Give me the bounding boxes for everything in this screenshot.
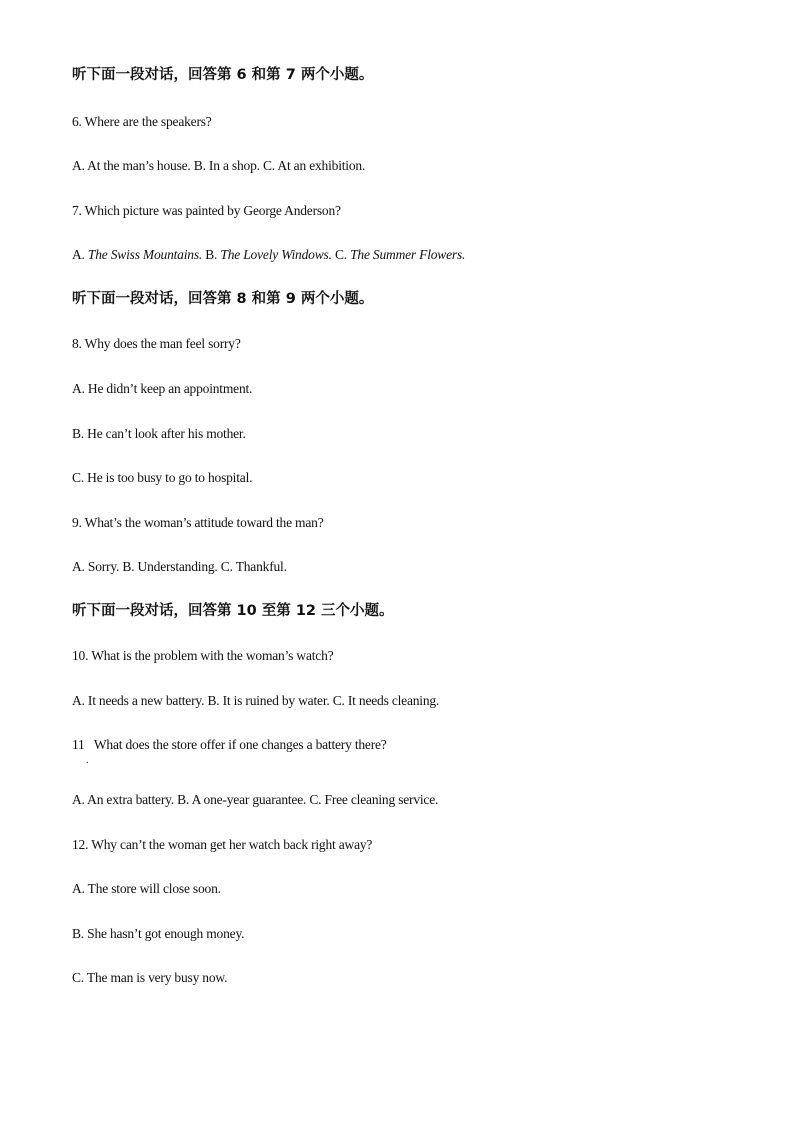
option-c: C. Free cleaning service. [309, 792, 439, 807]
option-a: A. Sorry. [72, 559, 120, 574]
option-b-prefix: B. [205, 247, 218, 262]
stray-mark: . [86, 755, 89, 766]
question-6: 6. Where are the speakers? [72, 114, 212, 129]
option-b: B. Understanding. [122, 559, 218, 574]
question-12: 12. Why can’t the woman get her watch back right away? [72, 837, 373, 852]
question-10: 10. What is the problem with the woman’s watch? [72, 648, 334, 663]
question-7: 7. Which picture was painted by George Anderson? [72, 203, 341, 218]
question-12-option-b: B. She hasn’t got enough money. [72, 926, 245, 941]
option-c: C. Thankful. [220, 559, 287, 574]
question-9-options [72, 559, 287, 575]
question-8: 8. Why does the man feel sorry? [72, 336, 241, 351]
option-c-title: The Summer Flowers. [350, 247, 466, 262]
section-heading: 听下面一段对话，回答第 8 和第 9 两个小题。 [72, 291, 374, 307]
option-a-prefix: A. [72, 247, 85, 262]
question-11: 11 What does the store offer if one changes a battery there? [72, 737, 387, 752]
option-b-title: The Lovely Windows. [220, 247, 332, 262]
option-c: C. At an exhibition. [263, 158, 366, 173]
question-7-options [72, 247, 465, 263]
section-heading: 听下面一段对话，回答第 10 至第 12 三个小题。 [72, 603, 394, 619]
option-a: A. At the man’s house. [72, 158, 191, 173]
option-a-title: The Swiss Mountains. [87, 247, 203, 262]
question-11-options [72, 792, 438, 808]
question-12-option-c: C. The man is very busy now. [72, 970, 228, 985]
question-12-option-a: A. The store will close soon. [72, 881, 221, 896]
question-8-option-a: A. He didn’t keep an appointment. [72, 381, 253, 396]
option-b: B. It is ruined by water. [207, 693, 330, 708]
option-b: B. A one-year guarantee. [177, 792, 307, 807]
question-6-options [72, 158, 365, 174]
option-a: A. An extra battery. [72, 792, 174, 807]
option-a: A. It needs a new battery. [72, 693, 205, 708]
option-c-prefix: C. [334, 247, 347, 262]
section-heading: 听下面一段对话，回答第 6 和第 7 两个小题。 [72, 67, 374, 83]
option-b: B. In a shop. [193, 158, 260, 173]
question-8-option-b: B. He can’t look after his mother. [72, 426, 246, 441]
question-8-option-c: C. He is too busy to go to hospital. [72, 470, 253, 485]
option-c: C. It needs cleaning. [332, 693, 440, 708]
question-9: 9. What’s the woman’s attitude toward the man? [72, 515, 324, 530]
question-10-options [72, 693, 439, 709]
